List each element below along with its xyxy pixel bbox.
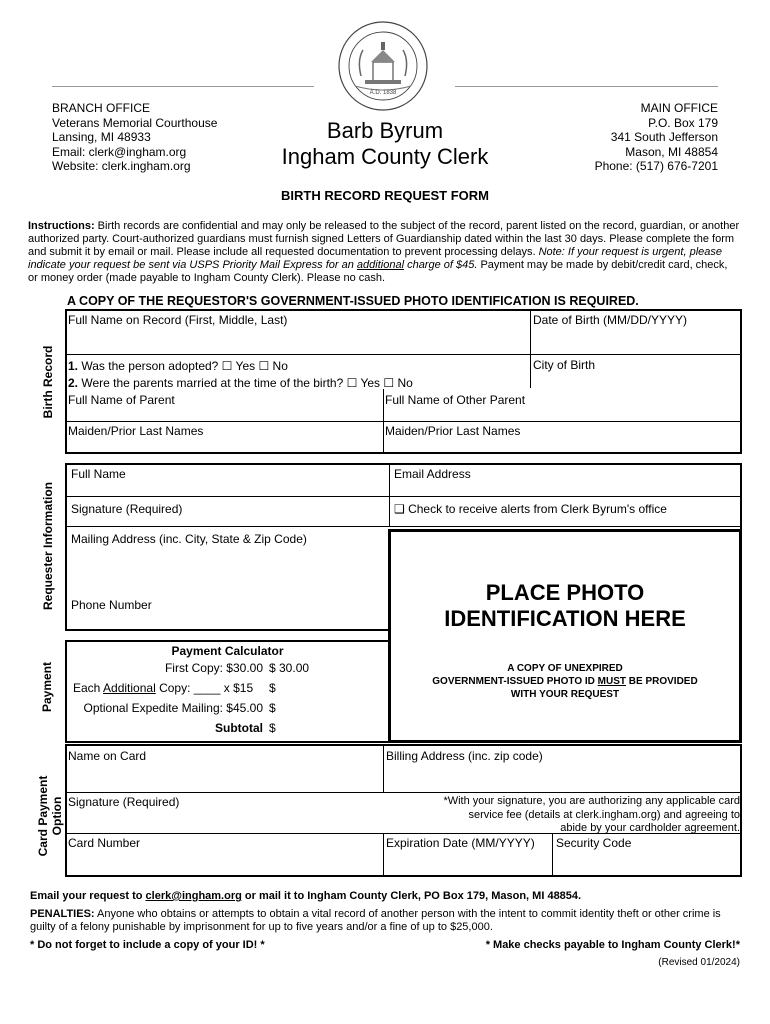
clerk-heading (260, 118, 510, 170)
city-of-birth-field[interactable] (533, 358, 738, 384)
phone-number-label: Phone Number (71, 598, 152, 612)
photo-id-heading: PLACE PHOTO IDENTIFICATION HERE (444, 580, 686, 631)
main-office (520, 101, 718, 174)
birth-record-label: Birth Record (41, 345, 55, 419)
requester-email-label: Email Address (394, 467, 471, 481)
first-copy-label: First Copy: $30.00 (164, 661, 263, 675)
branch-line2: Lansing, MI 48933 (52, 130, 151, 144)
payment-calculator-title: Payment Calculator (171, 644, 284, 658)
name-on-card-label: Name on Card (68, 749, 147, 763)
billing-address-label: Billing Address (inc. zip code) (386, 749, 543, 763)
parent-name-field[interactable] (68, 393, 378, 417)
subtotal-amount-field[interactable]: $ (269, 721, 276, 735)
requester-signature-field[interactable] (71, 502, 386, 524)
parent-name-label: Full Name of Parent (68, 393, 175, 407)
expiration-date-field[interactable] (386, 836, 548, 872)
clerk-email-link[interactable]: clerk@ingham.org (145, 890, 242, 902)
parents-married-question[interactable]: 2. Were the parents married at the time of the birth? ☐ Yes ☐ No (68, 376, 413, 390)
name-on-card-field[interactable] (68, 749, 378, 787)
adopted-question-text: Was the person adopted? ☐ Yes ☐ No (81, 359, 288, 373)
submission-instructions: Email your request to clerk@ingham.org or mail it to Ingham County Clerk, PO Box 179, Mason, MI 48854. (30, 890, 582, 902)
photo-id-area[interactable] (388, 529, 742, 743)
requester-full-name-label: Full Name (71, 467, 126, 481)
expiration-date-label: Expiration Date (MM/YYYY) (386, 836, 535, 850)
form-title: BIRTH RECORD REQUEST FORM (281, 188, 489, 203)
parent-maiden-name-label: Maiden/Prior Last Names (68, 424, 204, 438)
instructions-text2: Payment may be made by debit/credit card, check, or money order (made payable to Ingham County Clerk). Please no cash. (28, 259, 728, 284)
photo-id-note: A COPY OF UNEXPIRED GOVERNMENT-ISSUED PHOTO ID MUST BE PROVIDED WITH YOUR REQUEST (432, 663, 698, 700)
mailing-address-field[interactable] (71, 532, 386, 588)
phone-number-field[interactable] (71, 598, 386, 626)
county-seal (313, 20, 453, 112)
security-code-label: Security Code (556, 836, 632, 850)
expedite-amount-field[interactable]: $ (269, 701, 276, 715)
requester-information-label: Requester Information (41, 482, 55, 611)
card-payment-label: Card Payment Option (36, 775, 64, 857)
additional-copies-amount-field[interactable]: $ (269, 681, 276, 695)
adopted-question[interactable]: 1. Was the person adopted? ☐ Yes ☐ No (68, 359, 288, 373)
instructions-label: Instructions: (28, 220, 95, 232)
instructions-note-b: charge of $45. (404, 259, 478, 271)
instructions-note-underline: additional (356, 259, 405, 271)
clerk-name: Barb Byrum (326, 118, 444, 143)
revision-date: (Revised 01/2024) (658, 957, 740, 968)
instructions-text1: Birth records are confidential and may only be released to the subject of the record, parent listed on the record, guardian, or another authorized party. Court-authorized guardians must furnish signed Letters of Guardianship dated within the last 30 days. Please complete the form and submit it by email or mail. Please include all requested documentation to prevent processing delays. (28, 220, 740, 258)
header-rule-right (455, 86, 718, 87)
city-of-birth-label: City of Birth (533, 358, 596, 372)
branch-line1: Veterans Memorial Courthouse (52, 115, 218, 130)
card-signature-label: Signature (Required) (68, 795, 180, 809)
card-number-label: Card Number (68, 836, 141, 850)
full-name-on-record-field[interactable] (68, 313, 523, 339)
clerk-title: Ingham County Clerk (281, 144, 489, 169)
branch-website: Website: clerk.ingham.org (52, 159, 191, 173)
expedite-mailing-label: Optional Expedite Mailing: $45.00 (83, 701, 263, 715)
main-line1: P.O. Box 179 (648, 115, 718, 130)
main-phone: Phone: (517) 676-7201 (594, 159, 718, 173)
penalties-notice: PENALTIES: Anyone who obtains or attempts to obtain a vital record of another person with the intent to commit identity theft or other crime is guilty of a felony punishable by imprisonment for up to five years and/or a fine of up to $25,000. (30, 908, 721, 933)
main-line3: Mason, MI 48854 (625, 144, 718, 159)
seal-year: A.D. 1838 (369, 90, 397, 96)
card-signature-field[interactable] (68, 795, 368, 829)
other-parent-maiden-name-field[interactable] (385, 424, 735, 450)
alerts-checkbox[interactable]: ❑ Check to receive alerts from Clerk Byrum's office (394, 502, 667, 516)
header-rule-left (52, 86, 314, 87)
instructions-note-a: Note: If your request is urgent, please indicate your request be sent via USPS Priority Mail Express for an (28, 246, 722, 271)
additional-copies-field[interactable]: Each Additional Copy: ____ x $15 (73, 681, 254, 695)
mailing-address-label: Mailing Address (inc. City, State & Zip Code) (71, 532, 307, 546)
subtotal-label: Subtotal (215, 721, 263, 735)
branch-title: BRANCH OFFICE (52, 101, 151, 115)
id-required-notice: A COPY OF THE REQUESTOR'S GOVERNMENT-ISSUED PHOTO IDENTIFICATION IS REQUIRED. (67, 294, 639, 308)
branch-email: Email: clerk@ingham.org (52, 144, 187, 159)
main-title: MAIN OFFICE (640, 101, 718, 115)
other-parent-name-label: Full Name of Other Parent (385, 393, 526, 407)
checks-reminder: * Make checks payable to Ingham County Clerk!* (485, 939, 740, 951)
security-code-field[interactable] (556, 836, 738, 872)
first-copy-amount: $ 30.00 (269, 661, 310, 675)
parent-maiden-name-field[interactable] (68, 424, 378, 450)
payment-label: Payment (40, 661, 54, 713)
branch-office (52, 101, 217, 174)
other-parent-name-field[interactable] (385, 393, 735, 417)
date-of-birth-label: Date of Birth (MM/DD/YYYY) (533, 313, 688, 327)
main-line2: 341 South Jefferson (610, 130, 718, 144)
full-name-on-record-label: Full Name on Record (First, Middle, Last) (68, 313, 288, 327)
other-parent-maiden-name-label: Maiden/Prior Last Names (385, 424, 521, 438)
date-of-birth-field[interactable] (533, 313, 738, 339)
requester-email-field[interactable] (394, 467, 738, 493)
instructions (28, 220, 740, 285)
card-number-field[interactable] (68, 836, 378, 872)
parents-married-question-text: Were the parents married at the time of the birth? ☐ Yes ☐ No (81, 376, 413, 390)
billing-address-field[interactable] (386, 749, 736, 787)
card-authorization-note: *With your signature, you are authorizing any applicable card service fee (details at clerk.ingham.org) and agreeing to abide by your cardholder agreement. (443, 795, 740, 834)
requester-signature-label: Signature (Required) (71, 502, 183, 516)
id-reminder: * Do not forget to include a copy of your ID! * (30, 939, 265, 951)
requester-full-name-field[interactable] (71, 467, 386, 493)
